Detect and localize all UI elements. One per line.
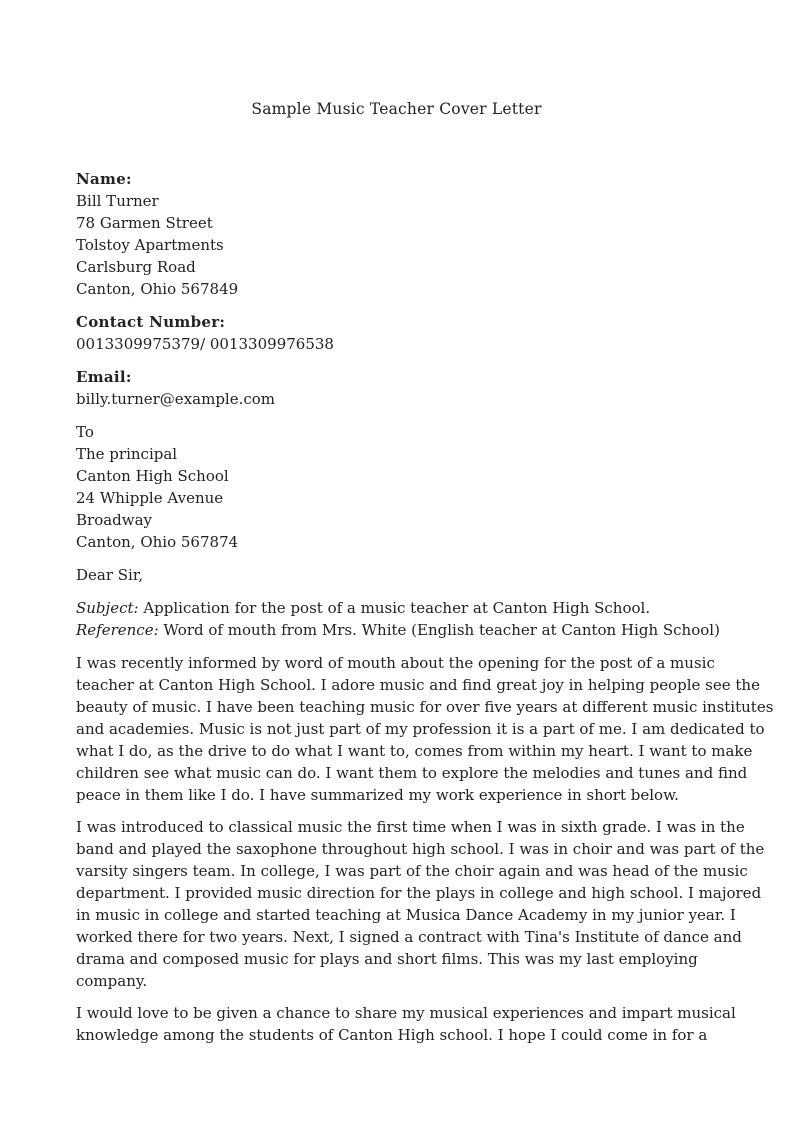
sender-address-line: 78 Garmen Street <box>76 214 213 232</box>
contact-number-value: 0013309975379/ 0013309976538 <box>76 335 334 353</box>
paragraph-line: in music in college and started teaching at Musica Dance Academy in my junior year. I <box>76 906 736 924</box>
paragraph-line: beauty of music. I have been teaching music for over five years at different music institutes <box>76 698 774 716</box>
reference-label: Reference: <box>76 621 159 639</box>
paragraph <box>76 652 774 806</box>
paragraph-line: I would love to be given a chance to share my musical experiences and impart musical <box>76 1004 736 1022</box>
paragraph-line: what I do, as the drive to do what I want to, comes from within my heart. I want to make <box>76 742 753 760</box>
paragraph-line: children see what music can do. I want them to explore the melodies and tunes and find <box>76 764 748 782</box>
sender-address-line: Carlsburg Road <box>76 258 196 276</box>
sender-address-line: Tolstoy Apartments <box>76 236 224 254</box>
name-label: Name: <box>76 170 132 188</box>
paragraph-line: knowledge among the students of Canton High school. I hope I could come in for a <box>76 1026 708 1044</box>
recipient-line: Canton High School <box>76 467 229 485</box>
paragraph-line: and academies. Music is not just part of my profession it is a part of me. I am dedicated to <box>76 720 765 738</box>
paragraph-line: peace in them like I do. I have summarized my work experience in short below. <box>76 786 679 804</box>
recipient-line: Canton, Ohio 567874 <box>76 533 239 551</box>
paragraph <box>76 816 765 992</box>
subject-label: Subject: <box>76 599 139 617</box>
reference-line <box>76 619 720 641</box>
reference-text: Word of mouth from Mrs. White (English teacher at Canton High School) <box>158 621 720 639</box>
letter-body <box>76 168 774 1056</box>
sender-address-line: Bill Turner <box>76 192 159 210</box>
sender-address-line: Canton, Ohio 567849 <box>76 280 239 298</box>
paragraph-line: teacher at Canton High School. I adore music and find great joy in helping people see the <box>76 676 760 694</box>
recipient-line: 24 Whipple Avenue <box>76 489 224 507</box>
email-value: billy.turner@example.com <box>76 390 276 408</box>
paragraph-line: I was recently informed by word of mouth about the opening for the post of a music <box>76 654 715 672</box>
recipient-line: The principal <box>76 445 178 463</box>
paragraph-line: company. <box>76 972 148 990</box>
recipient-line: To <box>76 423 94 441</box>
salutation: Dear Sir, <box>76 566 144 584</box>
paragraph-line: I was introduced to classical music the first time when I was in sixth grade. I was in the <box>76 818 745 836</box>
paragraph <box>76 1002 736 1046</box>
subject-text: Application for the post of a music teacher at Canton High School. <box>138 599 651 617</box>
paragraph-line: department. I provided music direction for the plays in college and high school. I majored <box>76 884 762 902</box>
paragraph-line: band and played the saxophone throughout high school. I was in choir and was part of the <box>76 840 765 858</box>
paragraph-line: drama and composed music for plays and short films. This was my last employing <box>76 950 698 968</box>
document-title: Sample Music Teacher Cover Letter <box>251 100 542 118</box>
email-label: Email: <box>76 368 132 386</box>
contact-number-label: Contact Number: <box>76 313 226 331</box>
paragraph-line: worked there for two years. Next, I signed a contract with Tina's Institute of dance and <box>76 928 742 946</box>
recipient-line: Broadway <box>76 511 153 529</box>
paragraph-line: varsity singers team. In college, I was part of the choir again and was head of the music <box>76 862 748 880</box>
subject-line <box>76 597 716 619</box>
